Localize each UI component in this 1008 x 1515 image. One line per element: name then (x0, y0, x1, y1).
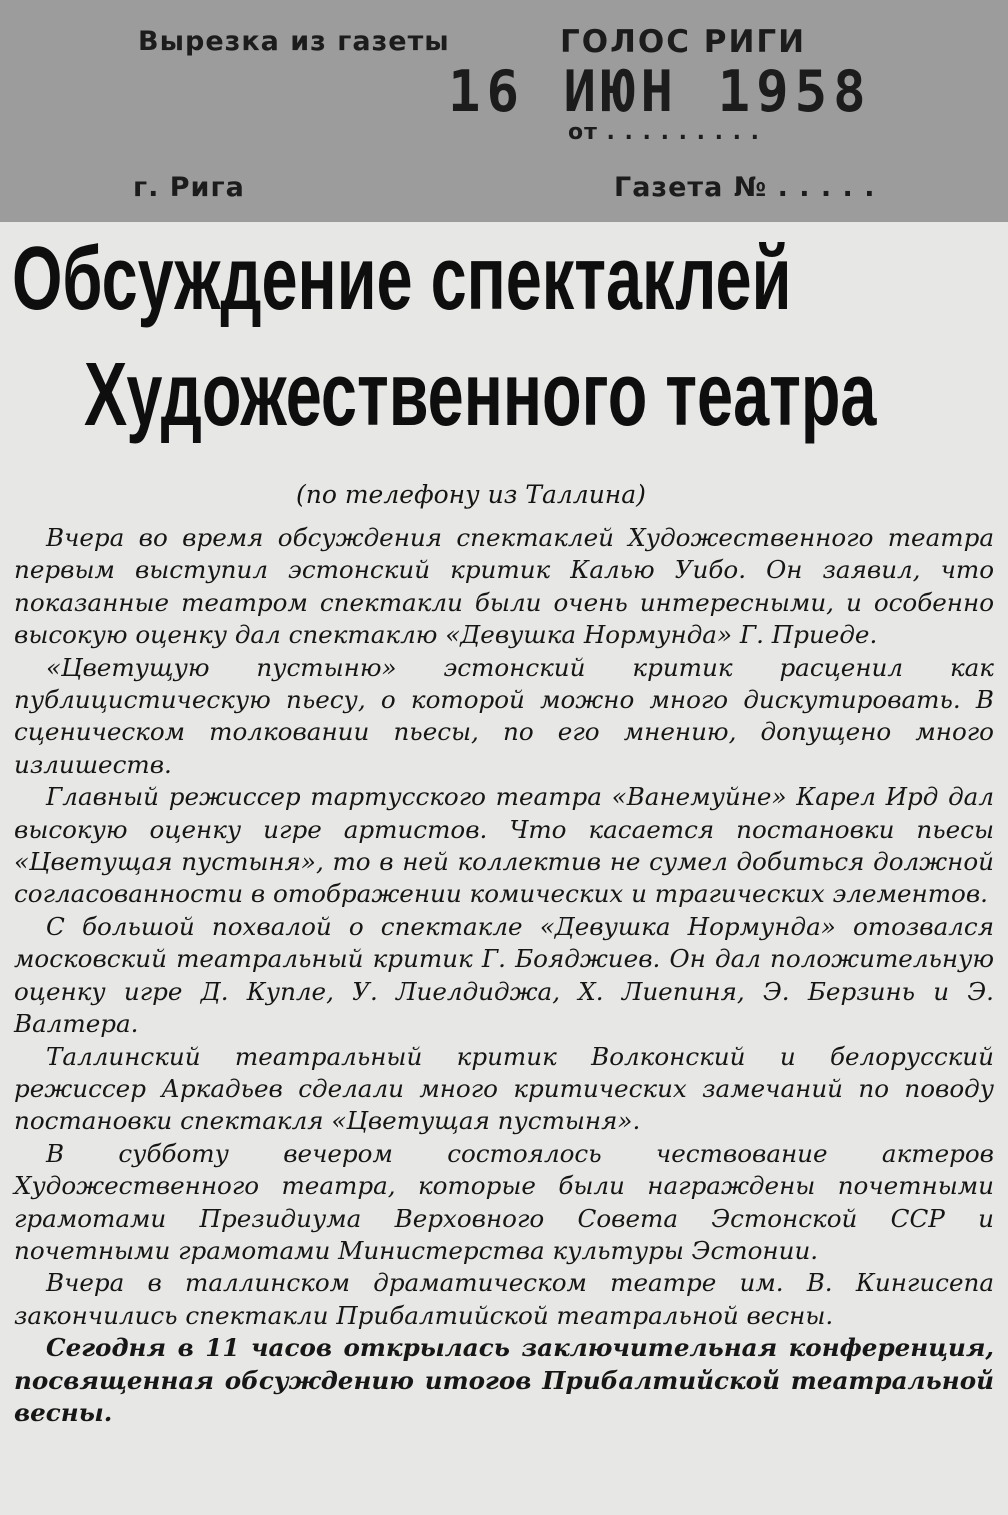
headline-line-2: Художественного театра (84, 345, 877, 445)
paragraph: С большой похвалой о спектакле «Девушка Нормунда» отозвался московский театральный критик Г. Бояджиев. Он дал положительную оценку игре Д. Купле, У. Лиелдиджа, Х. Лиепиня, Э. Берзинь и Э. Валтера. (14, 911, 994, 1039)
paragraph: Главный режиссер тартусского театра «Ванемуйне» Карел Ирд дал высокую оценку игре артистов. Что касается постановки пьесы «Цветущая пустыня», то в ней коллектив не сумел добиться должной согласованности в отображении комических и трагических элементов. (14, 782, 994, 909)
newspaper-name: ГОЛОС РИГИ (560, 24, 807, 60)
clipping-date: 16 ИЮН 1958 (448, 58, 872, 125)
headline-line-1: Обсуждение спектаклей (12, 229, 792, 329)
article-body (14, 522, 994, 1429)
number-label: Газета № . . . . . (614, 172, 876, 203)
newspaper-clipping (0, 222, 1008, 1515)
city-label: г. Рига (133, 172, 245, 203)
paragraph: Таллинский театральный критик Волконский и белорусский режиссер Аркадьев сделали много критических замечаний по поводу постановки спектакля «Цветущая пустыня». (14, 1041, 994, 1136)
paragraph: В субботу вечером состоялось чествование актеров Художественного театра, которые были награждены почетными грамотами Президиума Верховного Совета Эстонской ССР и почетными грамотами Министерства культуры Эстонии. (14, 1138, 994, 1265)
paragraph: «Цветущую пустыню» эстонский критик расценил как публицистическую пьесу, о которой можно много дискутировать. В сценическом толковании пьесы, по его мнению, допущено много излишеств. (14, 652, 994, 779)
from-label: от . . . . . . . . . (568, 120, 761, 145)
dateline: (по телефону из Таллина) (296, 480, 646, 509)
paragraph: Вчера в таллинском драматическом театре им. В. Кингисепа закончились спектакли Прибалтийской театральной весны. (14, 1268, 994, 1330)
paragraph: Сегодня в 11 часов открылась заключительная конференция, посвященная обсуждению итогов Прибалтийской театральной весны. (14, 1333, 994, 1427)
paragraph: Вчера во время обсуждения спектаклей Художественного театра первым выступил эстонский критик Калью Уибо. Он заявил, что показанные театром спектакли были очень интересными, и особенно высокую оценку дал спектаклю «Девушка Нормунда» Г. Приеде. (14, 523, 994, 650)
source-label: Вырезка из газеты (138, 26, 450, 57)
clipping-stamp (0, 0, 1008, 222)
